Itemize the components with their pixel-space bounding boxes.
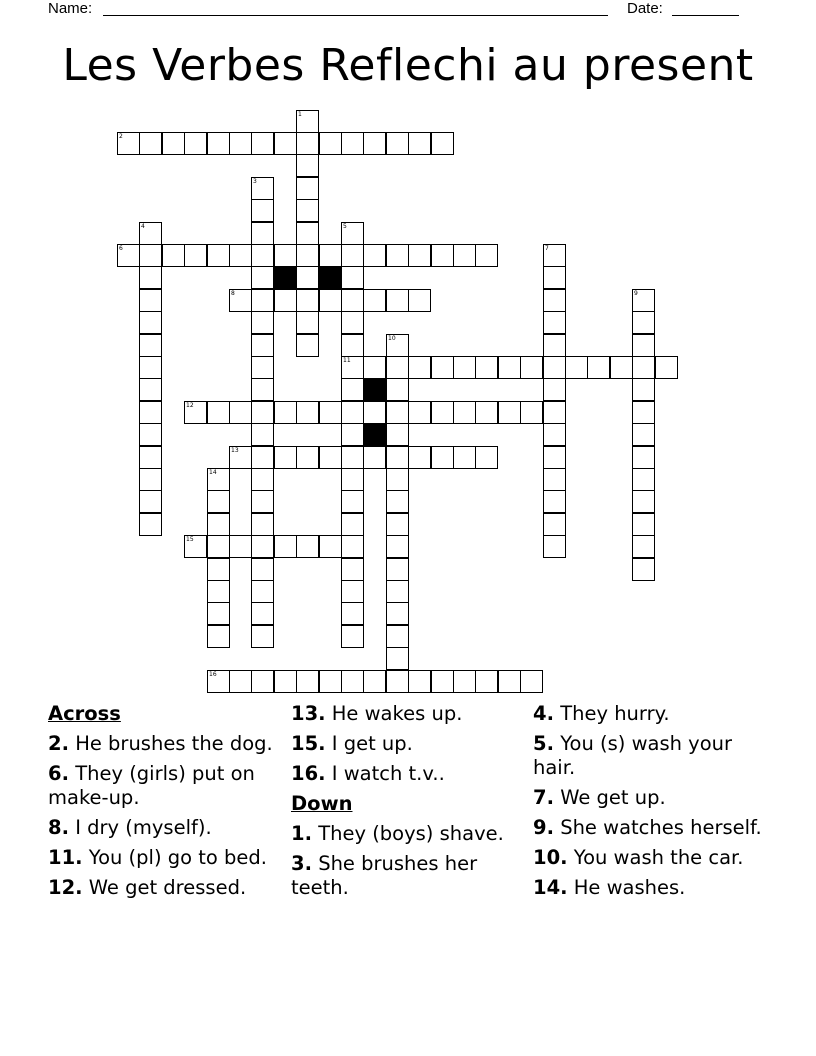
name-label: Name:: [48, 0, 93, 17]
grid-cell[interactable]: [251, 289, 274, 312]
grid-cell[interactable]: [251, 244, 274, 267]
across-heading: Across: [48, 702, 121, 725]
grid-cell[interactable]: [341, 468, 364, 491]
grid-cell[interactable]: [251, 446, 274, 469]
grid-cell[interactable]: [207, 513, 230, 536]
grid-cell[interactable]: [386, 289, 409, 312]
grid-cell[interactable]: [632, 513, 655, 536]
grid-cell[interactable]: [431, 401, 454, 424]
clue-item: [291, 852, 523, 900]
grid-cell[interactable]: [632, 401, 655, 424]
grid-cell[interactable]: [341, 132, 364, 155]
clue-item: [533, 816, 765, 840]
grid-cell[interactable]: [251, 356, 274, 379]
clue-number-label: 1.: [291, 822, 312, 845]
grid-cell[interactable]: [632, 311, 655, 334]
grid-cell[interactable]: [453, 356, 476, 379]
grid-cell[interactable]: [296, 154, 319, 177]
clue-text: He washes.: [573, 876, 686, 899]
grid-cell[interactable]: [632, 490, 655, 513]
grid-cell[interactable]: [251, 490, 274, 513]
grid-cell[interactable]: [543, 513, 566, 536]
grid-cell[interactable]: [296, 132, 319, 155]
grid-cell[interactable]: [341, 670, 364, 693]
clue-number: 6: [119, 245, 123, 252]
grid-cell[interactable]: [386, 378, 409, 401]
grid-cell[interactable]: [251, 580, 274, 603]
clue-number-label: 12.: [48, 876, 83, 899]
grid-cell[interactable]: [139, 446, 162, 469]
grid-cell[interactable]: [543, 266, 566, 289]
grid-cell[interactable]: [229, 535, 252, 558]
grid-cell[interactable]: [431, 356, 454, 379]
clue-number: 9: [634, 290, 638, 297]
grid-cell[interactable]: [543, 468, 566, 491]
grid-cell[interactable]: [431, 670, 454, 693]
grid-cell[interactable]: [341, 266, 364, 289]
grid-cell[interactable]: [632, 468, 655, 491]
grid-cell[interactable]: [296, 334, 319, 357]
grid-cell[interactable]: [251, 558, 274, 581]
grid-cell[interactable]: [543, 423, 566, 446]
grid-cell[interactable]: [408, 289, 431, 312]
grid-cell[interactable]: [274, 244, 297, 267]
grid-cell[interactable]: [453, 244, 476, 267]
grid-cell[interactable]: [363, 446, 386, 469]
grid-cell[interactable]: [296, 244, 319, 267]
grid-cell[interactable]: [408, 356, 431, 379]
clue-number-label: 3.: [291, 852, 312, 875]
grid-cell[interactable]: [207, 602, 230, 625]
grid-cell[interactable]: [386, 423, 409, 446]
grid-cell[interactable]: [341, 311, 364, 334]
grid-cell[interactable]: [632, 356, 655, 379]
grid-cell[interactable]: [498, 356, 521, 379]
grid-cell[interactable]: [520, 356, 543, 379]
grid-cell[interactable]: [386, 625, 409, 648]
grid-cell[interactable]: [274, 132, 297, 155]
grid-cell[interactable]: [274, 401, 297, 424]
clue-number: 12: [186, 402, 194, 409]
grid-cell[interactable]: [319, 401, 342, 424]
clue-number-label: 5.: [533, 732, 554, 755]
grid-cell[interactable]: [139, 289, 162, 312]
grid-cell[interactable]: [319, 244, 342, 267]
grid-cell[interactable]: [386, 513, 409, 536]
grid-cell[interactable]: [341, 334, 364, 357]
grid-cell[interactable]: [386, 535, 409, 558]
grid-cell[interactable]: [341, 401, 364, 424]
grid-cell[interactable]: [543, 378, 566, 401]
grid-cell[interactable]: [139, 132, 162, 155]
grid-cell[interactable]: [251, 423, 274, 446]
grid-cell[interactable]: [475, 244, 498, 267]
grid-cell[interactable]: [139, 334, 162, 357]
grid-cell[interactable]: [386, 244, 409, 267]
grid-cell[interactable]: [207, 625, 230, 648]
grid-cell[interactable]: [296, 266, 319, 289]
clue-text: They (girls) put on make-up.: [48, 762, 255, 809]
grid-cell[interactable]: [655, 356, 678, 379]
grid-cell[interactable]: [139, 311, 162, 334]
clue-text: We get dressed.: [88, 876, 247, 899]
grid-cell[interactable]: [319, 289, 342, 312]
grid-cell[interactable]: [363, 401, 386, 424]
clue-number: 15: [186, 536, 194, 543]
clue-item: [48, 816, 280, 840]
grid-cell[interactable]: [408, 446, 431, 469]
clue-column: [533, 702, 765, 906]
grid-cell[interactable]: [363, 356, 386, 379]
clue-item: [291, 732, 523, 756]
grid-cell[interactable]: [184, 132, 207, 155]
clue-number: 1: [298, 111, 302, 118]
grid-cell[interactable]: [207, 132, 230, 155]
clue-text: You (s) wash your hair.: [533, 732, 733, 779]
grid-cell[interactable]: [632, 446, 655, 469]
grid-cell[interactable]: [386, 132, 409, 155]
grid-cell[interactable]: [251, 602, 274, 625]
grid-cell[interactable]: [251, 266, 274, 289]
grid-cell[interactable]: [162, 244, 185, 267]
grid-cell[interactable]: [139, 423, 162, 446]
grid-cell[interactable]: [296, 199, 319, 222]
clue-column: [48, 702, 280, 906]
clue-number: 2: [119, 133, 123, 140]
clue-item: [533, 786, 765, 810]
grid-cell[interactable]: [139, 356, 162, 379]
clue-item: [291, 762, 523, 786]
grid-cell[interactable]: [341, 535, 364, 558]
grid-cell[interactable]: [632, 334, 655, 357]
grid-cell[interactable]: [543, 490, 566, 513]
grid-cell[interactable]: [341, 244, 364, 267]
clue-text: You wash the car.: [573, 846, 744, 869]
clue-item: [48, 732, 280, 756]
grid-cell[interactable]: [363, 244, 386, 267]
grid-cell[interactable]: [139, 378, 162, 401]
grid-cell[interactable]: [296, 535, 319, 558]
clue-text: She brushes her teeth.: [291, 852, 478, 899]
grid-cell[interactable]: [319, 132, 342, 155]
clue-item: [48, 876, 280, 900]
clue-item: [533, 846, 765, 870]
grid-cell[interactable]: [386, 647, 409, 670]
clue-item: [533, 702, 765, 726]
clue-text: They hurry.: [560, 702, 670, 725]
clue-column: [291, 702, 523, 906]
grid-cell[interactable]: [520, 401, 543, 424]
clue-number: 11: [343, 357, 351, 364]
grid-cell[interactable]: [207, 558, 230, 581]
grid-cell[interactable]: [319, 535, 342, 558]
grid-cell[interactable]: [363, 132, 386, 155]
clue-number-label: 15.: [291, 732, 326, 755]
grid-cell[interactable]: [632, 535, 655, 558]
grid-cell[interactable]: [274, 446, 297, 469]
clue-number-label: 10.: [533, 846, 568, 869]
clue-text: I get up.: [331, 732, 413, 755]
grid-cell[interactable]: [565, 356, 588, 379]
clue-number-label: 8.: [48, 816, 69, 839]
grid-cell[interactable]: [386, 401, 409, 424]
grid-cell[interactable]: [341, 289, 364, 312]
grid-cell[interactable]: [207, 244, 230, 267]
grid-cell[interactable]: [632, 378, 655, 401]
grid-cell[interactable]: [251, 513, 274, 536]
grid-cell[interactable]: [408, 132, 431, 155]
grid-cell[interactable]: [251, 670, 274, 693]
grid-cell[interactable]: [341, 446, 364, 469]
grid-cell[interactable]: [543, 535, 566, 558]
clue-item: [533, 732, 765, 780]
grid-cell[interactable]: [543, 356, 566, 379]
down-heading: Down: [291, 792, 353, 815]
grid-cell[interactable]: [498, 401, 521, 424]
grid-cell[interactable]: [341, 625, 364, 648]
grid-cell[interactable]: [274, 535, 297, 558]
clue-number: 3: [253, 178, 257, 185]
grid-cell[interactable]: [139, 244, 162, 267]
grid-cell[interactable]: [408, 244, 431, 267]
grid-cell[interactable]: [475, 670, 498, 693]
clue-number: 8: [231, 290, 235, 297]
grid-cell[interactable]: [319, 670, 342, 693]
grid-cell[interactable]: [251, 378, 274, 401]
grid-cell[interactable]: [453, 401, 476, 424]
clue-number-label: 2.: [48, 732, 69, 755]
grid-cell[interactable]: [229, 132, 252, 155]
grid-cell[interactable]: [363, 289, 386, 312]
grid-cell[interactable]: [408, 401, 431, 424]
grid-cell[interactable]: [498, 670, 521, 693]
grid-cell[interactable]: [274, 670, 297, 693]
clue-text: I watch t.v..: [331, 762, 445, 785]
grid-cell[interactable]: [610, 356, 633, 379]
grid-cell[interactable]: [543, 311, 566, 334]
grid-cell[interactable]: [587, 356, 610, 379]
grid-cell[interactable]: [386, 602, 409, 625]
grid-cell[interactable]: [139, 266, 162, 289]
clue-text: You (pl) go to bed.: [88, 846, 268, 869]
grid-cell[interactable]: [207, 535, 230, 558]
grid-cell[interactable]: [251, 401, 274, 424]
clue-number: 13: [231, 447, 239, 454]
grid-cell[interactable]: [341, 558, 364, 581]
grid-cell[interactable]: [341, 513, 364, 536]
clue-item: [48, 846, 280, 870]
grid-cell[interactable]: [207, 490, 230, 513]
clue-number: 10: [388, 335, 396, 342]
grid-cell[interactable]: [251, 311, 274, 334]
grid-cell[interactable]: [139, 490, 162, 513]
grid-cell[interactable]: [162, 132, 185, 155]
grid-cell[interactable]: [229, 670, 252, 693]
grid-cell[interactable]: [386, 580, 409, 603]
grid-cell[interactable]: [251, 334, 274, 357]
grid-cell[interactable]: [543, 334, 566, 357]
date-label: Date:: [627, 0, 663, 17]
clue-item: [533, 876, 765, 900]
grid-cell[interactable]: [251, 468, 274, 491]
grid-cell[interactable]: [341, 423, 364, 446]
grid-cell[interactable]: [475, 446, 498, 469]
grid-cell[interactable]: [363, 670, 386, 693]
grid-cell[interactable]: [139, 468, 162, 491]
grid-cell[interactable]: [296, 222, 319, 245]
grid-cell[interactable]: [296, 289, 319, 312]
grid-cell[interactable]: [274, 289, 297, 312]
page-title: Les Verbes Reflechi au present: [62, 40, 754, 91]
clue-number-label: 11.: [48, 846, 83, 869]
grid-cell[interactable]: [251, 222, 274, 245]
grid-cell[interactable]: [341, 580, 364, 603]
clue-text: I dry (myself).: [75, 816, 212, 839]
grid-cell[interactable]: [341, 490, 364, 513]
grid-cell[interactable]: [207, 580, 230, 603]
clue-number-label: 4.: [533, 702, 554, 725]
grid-cell[interactable]: [341, 602, 364, 625]
clue-number: 16: [209, 671, 217, 678]
grid-cell[interactable]: [431, 244, 454, 267]
clue-number: 14: [209, 469, 217, 476]
grid-cell[interactable]: [386, 670, 409, 693]
grid-cell[interactable]: [386, 490, 409, 513]
grid-cell[interactable]: [296, 311, 319, 334]
grid-cell[interactable]: [184, 244, 207, 267]
grid-cell[interactable]: [296, 177, 319, 200]
clue-item: [291, 702, 523, 726]
black-square: [363, 378, 386, 401]
black-square: [274, 266, 297, 289]
grid-cell[interactable]: [453, 670, 476, 693]
grid-cell[interactable]: [520, 670, 543, 693]
grid-cell[interactable]: [296, 401, 319, 424]
clue-text: She watches herself.: [560, 816, 762, 839]
clue-text: We get up.: [560, 786, 666, 809]
grid-cell[interactable]: [386, 468, 409, 491]
grid-cell[interactable]: [453, 446, 476, 469]
clue-number: 7: [545, 245, 549, 252]
grid-cell[interactable]: [229, 401, 252, 424]
grid-cell[interactable]: [543, 289, 566, 312]
grid-cell[interactable]: [251, 535, 274, 558]
grid-cell[interactable]: [632, 423, 655, 446]
grid-cell[interactable]: [543, 446, 566, 469]
clue-number: 4: [141, 223, 145, 230]
grid-cell[interactable]: [475, 401, 498, 424]
clue-text: He wakes up.: [331, 702, 463, 725]
grid-cell[interactable]: [386, 446, 409, 469]
clue-number: 5: [343, 223, 347, 230]
grid-cell[interactable]: [408, 670, 431, 693]
clue-number-label: 6.: [48, 762, 69, 785]
grid-cell[interactable]: [139, 513, 162, 536]
grid-cell[interactable]: [341, 378, 364, 401]
black-square: [319, 266, 342, 289]
grid-cell[interactable]: [251, 625, 274, 648]
grid-cell[interactable]: [431, 446, 454, 469]
grid-cell[interactable]: [139, 401, 162, 424]
clue-number-label: 7.: [533, 786, 554, 809]
clue-number-label: 14.: [533, 876, 568, 899]
clue-number-label: 9.: [533, 816, 554, 839]
grid-cell[interactable]: [229, 244, 252, 267]
grid-cell[interactable]: [386, 356, 409, 379]
grid-cell[interactable]: [475, 356, 498, 379]
clue-item: [291, 822, 523, 846]
clue-text: He brushes the dog.: [75, 732, 273, 755]
grid-cell[interactable]: [386, 558, 409, 581]
grid-cell[interactable]: [319, 446, 342, 469]
clue-text: They (boys) shave.: [318, 822, 504, 845]
grid-cell[interactable]: [207, 401, 230, 424]
grid-cell[interactable]: [296, 446, 319, 469]
grid-cell[interactable]: [543, 401, 566, 424]
grid-cell[interactable]: [251, 132, 274, 155]
grid-cell[interactable]: [431, 132, 454, 155]
grid-cell[interactable]: [296, 670, 319, 693]
clue-number-label: 13.: [291, 702, 326, 725]
grid-cell[interactable]: [251, 199, 274, 222]
clue-item: [48, 762, 280, 810]
clue-number-label: 16.: [291, 762, 326, 785]
black-square: [363, 423, 386, 446]
grid-cell[interactable]: [632, 558, 655, 581]
